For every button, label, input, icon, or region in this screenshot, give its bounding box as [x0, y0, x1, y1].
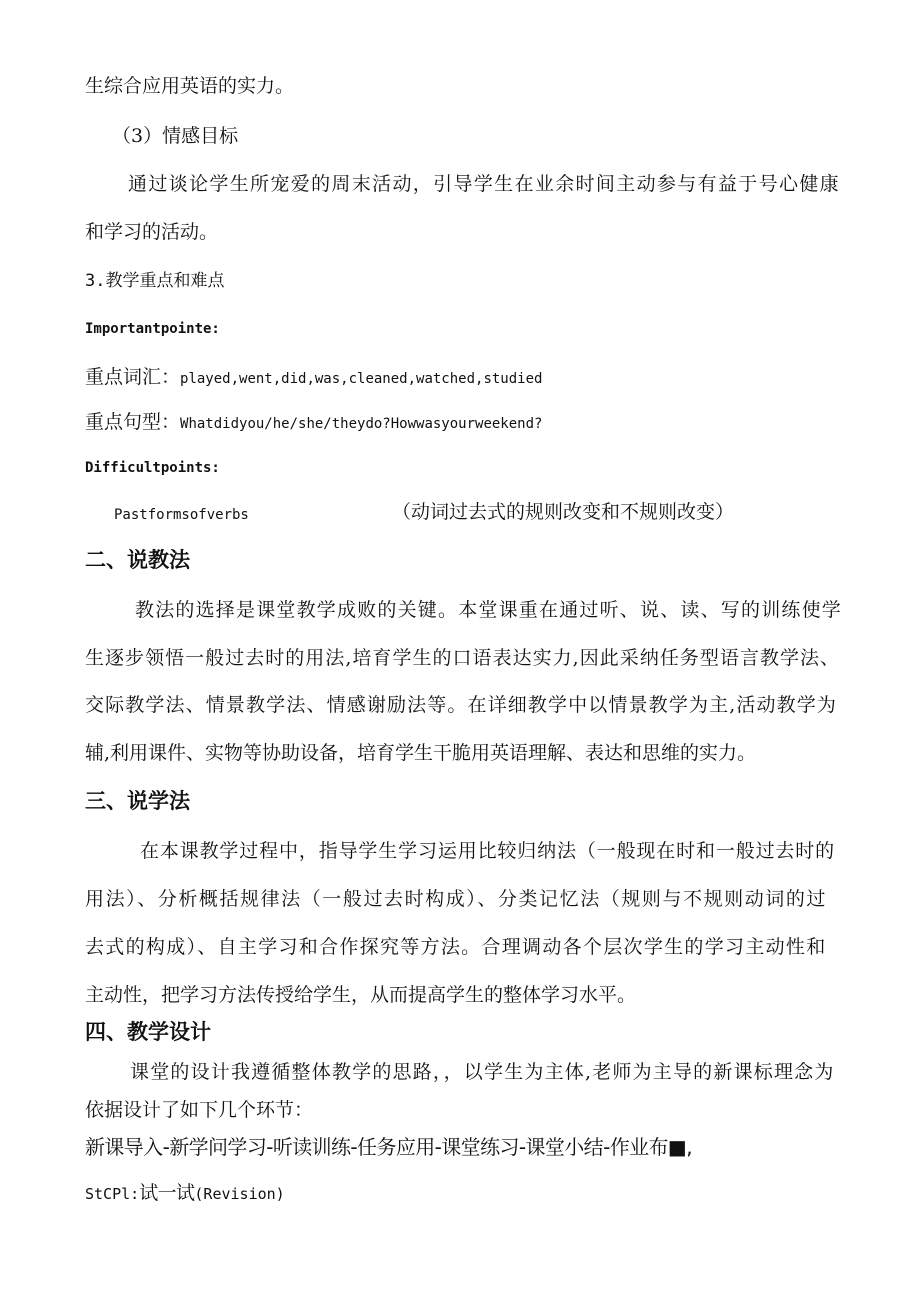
- key-sentences: [85, 409, 542, 437]
- step-one-heading: [85, 1180, 285, 1207]
- section-heading-teaching-method: 二、说教法: [85, 548, 190, 572]
- step-subtitle: (Revision): [194, 1185, 285, 1203]
- key-sentences-label: 重点句型：: [85, 411, 181, 433]
- paragraph-line: 和学习的活动。: [85, 221, 219, 243]
- difficult-point-cn: （动词过去式的规则改变和不规则改变）: [392, 501, 735, 523]
- key-vocabulary: [85, 364, 542, 392]
- text-line: 生综合应用英语的实力。: [85, 75, 295, 97]
- paragraph-line: 辅,利用课件、实物等协助设备，培育学生干脆用英语理解、表达和思维的实力。: [85, 742, 757, 764]
- paragraph-line: 课堂的设计我遵循整体教学的思路，，以学生为主体,老师为主导的新课标理念为: [130, 1061, 835, 1083]
- section-heading-learning-method: 三、说学法: [85, 789, 190, 813]
- section-heading-teaching-design: 四、教学设计: [85, 1020, 211, 1044]
- step-title: 试一试: [139, 1182, 195, 1204]
- difficult-point-en: Pastformsofverbs: [114, 507, 249, 523]
- paragraph-line: 去式的构成）、自主学习和合作探究等方法。合理调动各个层次学生的学习主动性和: [85, 936, 827, 958]
- paragraph-line: 在本课教学过程中，指导学生学习运用比较归纳法（一般现在时和一般过去时的: [140, 840, 836, 862]
- paragraph-line: 交际教学法、情景教学法、情感谢励法等。在详细教学中以情景教学为主,活动教学为: [85, 694, 838, 716]
- paragraph-line: 生逐步领悟一般过去时的用法,培育学生的口语表达实力,因此采纳任务型语言教学法、: [85, 647, 841, 669]
- lesson-flow-steps: 新课导入-新学问学习-听读训练-任务应用-课堂练习-课堂小结-作业布■,: [85, 1135, 692, 1159]
- section-subheading: （3）情感目标: [112, 125, 239, 147]
- key-vocabulary-text: played,went,did,was,cleaned,watched,studied: [180, 371, 543, 387]
- key-sentences-text: Whatdidyou/he/she/theydo?Howwasyourweekend?: [180, 416, 543, 432]
- paragraph-line: 教法的选择是课堂教学成败的关键。本堂课重在通过听、说、读、写的训练使学: [135, 599, 843, 621]
- label-important-points: Importantpointe:: [85, 321, 220, 337]
- key-vocabulary-label: 重点词汇：: [85, 366, 181, 388]
- paragraph-line: 依据设计了如下几个环节：: [85, 1099, 314, 1121]
- paragraph-line: 主动性，把学习方法传授给学生，从而提高学生的整体学习水平。: [85, 984, 637, 1006]
- section-subheading: 3.教学重点和难点: [85, 271, 225, 291]
- label-difficult-points: Difficultpoints:: [85, 460, 220, 476]
- paragraph-line: 用法）、分析概括规律法（一般过去时构成）、分类记忆法（规则与不规则动词的过: [85, 888, 828, 910]
- paragraph-line: 通过谈论学生所宠爱的周末活动，引导学生在业余时间主动参与有益于号心健康: [128, 173, 841, 195]
- step-code: StCPl:: [85, 1185, 140, 1203]
